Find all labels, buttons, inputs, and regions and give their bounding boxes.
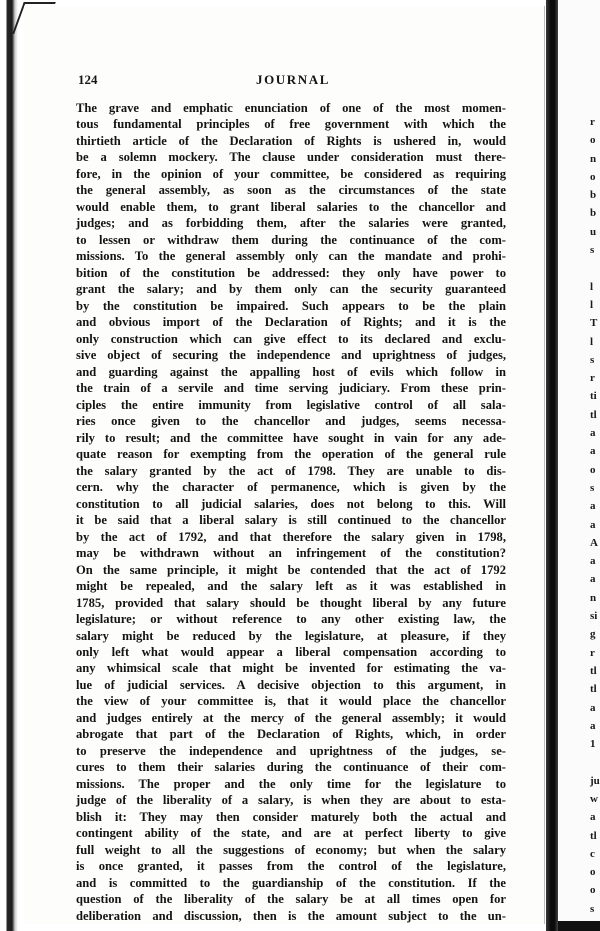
- text-line: deliberation and discussion, then is the amount subject to the un-: [76, 908, 506, 923]
- text-line: the view of your committee is, that it would place the chancellor: [76, 694, 506, 709]
- edge-letter: o: [590, 884, 596, 897]
- scan-shadow: [558, 921, 600, 931]
- edge-letter: a: [590, 445, 596, 458]
- text-line: is once granted, it passes from the control of the legislature,: [76, 859, 506, 874]
- edge-letter: s: [590, 902, 595, 915]
- edge-letter: o: [590, 463, 596, 476]
- edge-letter: a: [590, 573, 596, 586]
- text-line: and obvious import of the Declaration of Rights; and it is the: [76, 315, 506, 330]
- edge-letter: l: [590, 298, 594, 311]
- text-line: to preserve the independence and uprightness of the judges, se-: [76, 743, 506, 758]
- text-line: judges; and as forbidding them, after the salaries were granted,: [76, 216, 506, 231]
- text-line: only left what would appear a liberal compensation according to: [76, 644, 506, 659]
- edge-letter: a: [590, 811, 596, 824]
- edge-letter: b: [590, 189, 597, 202]
- edge-letter: c: [590, 847, 595, 860]
- edge-letter: a: [590, 500, 596, 513]
- edge-letter: l: [590, 335, 594, 348]
- text-line: and guarding against the appalling host of evils which follow in: [76, 364, 506, 379]
- text-line: lue of judicial services. A decisive objection to this argument, in: [76, 677, 506, 692]
- text-line: On the same principle, it might be contended that the act of 1792: [76, 562, 506, 577]
- text-line: by the constitution be impaired. Such appears to be the plain: [76, 298, 506, 313]
- text-line: thirtieth article of the Declaration of Rights is ushered in, would: [76, 133, 506, 148]
- text-line: blish it: They may then consider maturely both the actual and: [76, 809, 506, 824]
- facing-page-letters: [590, 113, 600, 931]
- edge-letter: tl: [590, 408, 597, 421]
- text-line: the general assembly, as soon as the circumstances of the state: [76, 183, 506, 198]
- edge-letter: n: [590, 591, 597, 604]
- edge-letter: s: [590, 481, 595, 494]
- text-line: missions. To the general assembly only can the mandate and prohi-: [76, 249, 506, 264]
- text-line: it be said that a liberal salary is still continued to the chancellor: [76, 513, 506, 528]
- text-line: The grave and emphatic enunciation of one of the most momen-: [76, 101, 506, 115]
- running-title: JOURNAL: [256, 72, 331, 87]
- text-line: any whimsical scale that might be invented for estimating the va-: [76, 661, 506, 676]
- edge-letter: s: [590, 353, 595, 366]
- text-line: the train of a servile and time serving judiciary. From these prin-: [76, 381, 506, 396]
- edge-letter: r: [590, 372, 595, 385]
- edge-letter: tl: [590, 829, 597, 842]
- text-line: and judges entirely at the mercy of the general assembly; it would: [76, 710, 506, 725]
- edge-letter: r: [590, 646, 595, 659]
- text-line: missions. The proper and the only time for the legislature to: [76, 776, 506, 791]
- text-line: tous fundamental principles of free government with which the: [76, 117, 506, 132]
- text-line: contingent ability of the state, and are at perfect liberty to give: [76, 826, 506, 841]
- edge-letter: n: [590, 152, 597, 165]
- text-line: sive object of securing the independence and uprightness of judges,: [76, 348, 506, 363]
- edge-letter: ti: [590, 390, 597, 403]
- text-line: question of the liberality of the salary be at all times open for: [76, 892, 506, 907]
- edge-letter: w: [590, 792, 598, 805]
- text-line: full weight to all the suggestions of economy; but when the salary: [76, 842, 506, 857]
- text-line: constitution to all judicial salaries, does not belong to this. Will: [76, 496, 506, 511]
- page-number: 124: [78, 72, 98, 87]
- text-line: to lessen or withdraw them during the continuance of the com-: [76, 232, 506, 247]
- text-line: cern. why the character of permanence, which is given by the: [76, 480, 506, 495]
- edge-letter: tl: [590, 683, 597, 696]
- edge-letter: a: [590, 427, 596, 440]
- edge-letter: u: [590, 225, 597, 238]
- text-line: might be repealed, and the salary left as it was established in: [76, 579, 506, 594]
- text-line: grant the salary; and by them only can the security guaranteed: [76, 282, 506, 297]
- edge-letter: si: [590, 610, 598, 623]
- edge-letter: T: [590, 317, 598, 330]
- edge-letter: l: [590, 280, 594, 293]
- edge-letter: r: [590, 116, 595, 128]
- edge-letter: [590, 753, 600, 771]
- text-line: and is committed to the guardianship of the constitution. If the: [76, 875, 506, 890]
- body-text: [76, 100, 506, 924]
- text-line: the salary granted by the act of 1798. They are unable to dis-: [76, 463, 506, 478]
- edge-letter: g: [590, 628, 596, 641]
- edge-letter: a: [590, 518, 596, 531]
- text-line: cures to them their salaries during the continuance of their com-: [76, 760, 506, 775]
- page-header: [78, 72, 518, 90]
- edge-letter: o: [590, 134, 596, 147]
- text-line: judge of the liberality of a salary, is when they are about to esta-: [76, 793, 506, 808]
- text-line: 1785, provided that salary should be thought liberal by any future: [76, 595, 506, 610]
- text-line: quate reason for exempting from the operation of the general rule: [76, 447, 506, 462]
- text-line: only construction which can give effect to its declared and exclu-: [76, 331, 506, 346]
- text-line: salary might be reduced by the legislature, at pleasure, if they: [76, 628, 506, 643]
- text-line: by the act of 1792, and that therefore the salary given in 1798,: [76, 529, 506, 544]
- text-line: ciples the entire immunity from legislative control of all sala-: [76, 397, 506, 412]
- edge-letter: A: [590, 536, 598, 549]
- book-gutter: [546, 0, 558, 931]
- text-line: may be withdrawn without an infringement of the constitution?: [76, 546, 506, 561]
- text-line: legislature; or without reference to any other existing law, the: [76, 612, 506, 627]
- text-line: fore, in the opinion of your committee, be considered as requiring: [76, 166, 506, 181]
- text-line: be a solemn mockery. The clause under consideration must there-: [76, 150, 506, 165]
- edge-letter: o: [590, 170, 596, 183]
- scan-edge-left: [0, 0, 18, 931]
- text-line: abrogate that part of the Declaration of Rights, which, in order: [76, 727, 506, 742]
- edge-letter: s: [590, 244, 595, 257]
- edge-letter: 1: [590, 738, 596, 751]
- text-line: rily to result; and the committee have sought in vain for any ade-: [76, 430, 506, 445]
- edge-letter: a: [590, 701, 596, 714]
- edge-letter: ju: [590, 774, 600, 787]
- text-line: bition of the constitution be addressed: they only have power to: [76, 265, 506, 280]
- edge-letter: o: [590, 866, 596, 879]
- edge-letter: b: [590, 207, 597, 220]
- facing-page-edge: [558, 0, 600, 931]
- edge-letter: [590, 259, 600, 277]
- text-line: ries once given to the chancellor and judges, seems necessa-: [76, 414, 506, 429]
- edge-letter: a: [590, 555, 596, 568]
- text-line: would enable them, to grant liberal salaries to the chancellor and: [76, 199, 506, 214]
- edge-letter: tl: [590, 664, 597, 677]
- edge-letter: a: [590, 719, 596, 732]
